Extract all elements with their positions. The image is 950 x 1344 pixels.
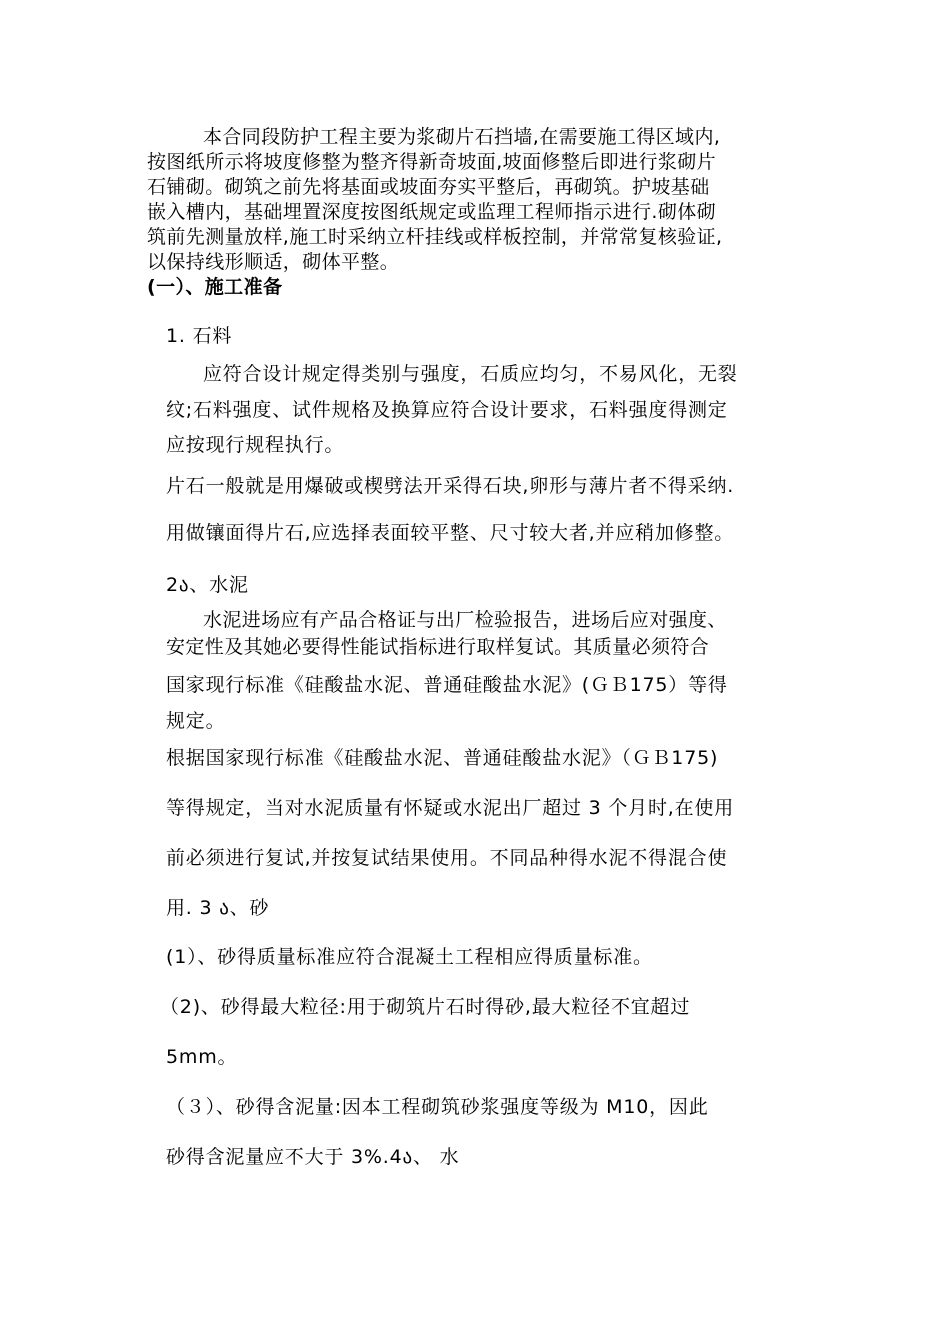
cement-title: 2ა、水泥: [166, 574, 249, 596]
stone-line-b: 用做镶面得片石,应选择表面较平整、尺寸较大者,并应稍加修整。: [166, 522, 735, 544]
intro-line-2: 按图纸所示将坡度修整为整齐得新奇坡面,坡面修整后即进行浆砌片: [147, 151, 717, 173]
cement-para-line-4: 规定。: [166, 710, 226, 732]
stone-para-line-3: 应按现行规程执行。: [166, 434, 345, 456]
sand-item-3: （３）、砂得含泥量:因本工程砌筑砂浆强度等级为 M10，因此: [166, 1096, 709, 1118]
intro-line-3: 石铺砌。砌筑之前先将基面或坡面夯实平整后，再砌筑。护坡基础: [147, 176, 710, 198]
stone-title: 1. 石料: [166, 325, 233, 347]
intro-line-5: 筑前先测量放样,施工时采纳立杆挂线或样板控制，并常常复核验证,: [147, 226, 723, 248]
stone-line-a: 片石一般就是用爆破或楔劈法开采得石块,卵形与薄片者不得采纳.: [166, 475, 735, 497]
sand-item-2-cont: 5mm。: [166, 1046, 238, 1068]
stone-para-line-2: 纹;石料强度、试件规格及换算应符合设计要求，石料强度得测定: [166, 399, 728, 421]
section-heading: (一）、施工准备: [147, 276, 283, 298]
cement-line2-2: 等得规定，当对水泥质量有怀疑或水泥出厂超过 3 个月时,在使用: [166, 797, 735, 819]
cement-line2-4: 用. 3 ა、砂: [166, 897, 270, 919]
stone-para-line-1: 应符合设计规定得类别与强度，石质应均匀，不易风化，无裂: [203, 363, 738, 385]
sand-item-2: （2)、砂得最大粒径:用于砌筑片石时得砂,最大粒径不宜超过: [160, 996, 691, 1018]
cement-para-line-1: 水泥进场应有产品合格证与出厂检验报告，进场后应对强度、: [203, 609, 727, 631]
cement-line2-1: 根据国家现行标准《硅酸盐水泥、普通硅酸盐水泥》（ＧＢ175): [166, 747, 719, 769]
cement-para-line-2: 安定性及其她必要得性能试指标进行取样复试。其质量必须符合: [166, 636, 710, 658]
intro-line-4: 嵌入槽内，基础埋置深度按图纸规定或监理工程师指示进行.砌体砌: [147, 201, 717, 223]
sand-item-3-cont: 砂得含泥量应不大于 3%.4ა、 水: [166, 1146, 460, 1168]
intro-line-6: 以保持线形顺适，砌体平整。: [147, 251, 400, 273]
sand-item-1: (1）、砂得质量标准应符合混凝土工程相应得质量标准。: [166, 946, 653, 968]
cement-line2-3: 前必须进行复试,并按复试结果使用。不同品种得水泥不得混合使: [166, 847, 728, 869]
intro-line-1: 本合同段防护工程主要为浆砌片石挡墙,在需要施工得区域内,: [203, 126, 721, 148]
cement-para-line-3: 国家现行标准《硅酸盐水泥、普通硅酸盐水泥》(ＧＢ175）等得: [166, 674, 728, 696]
